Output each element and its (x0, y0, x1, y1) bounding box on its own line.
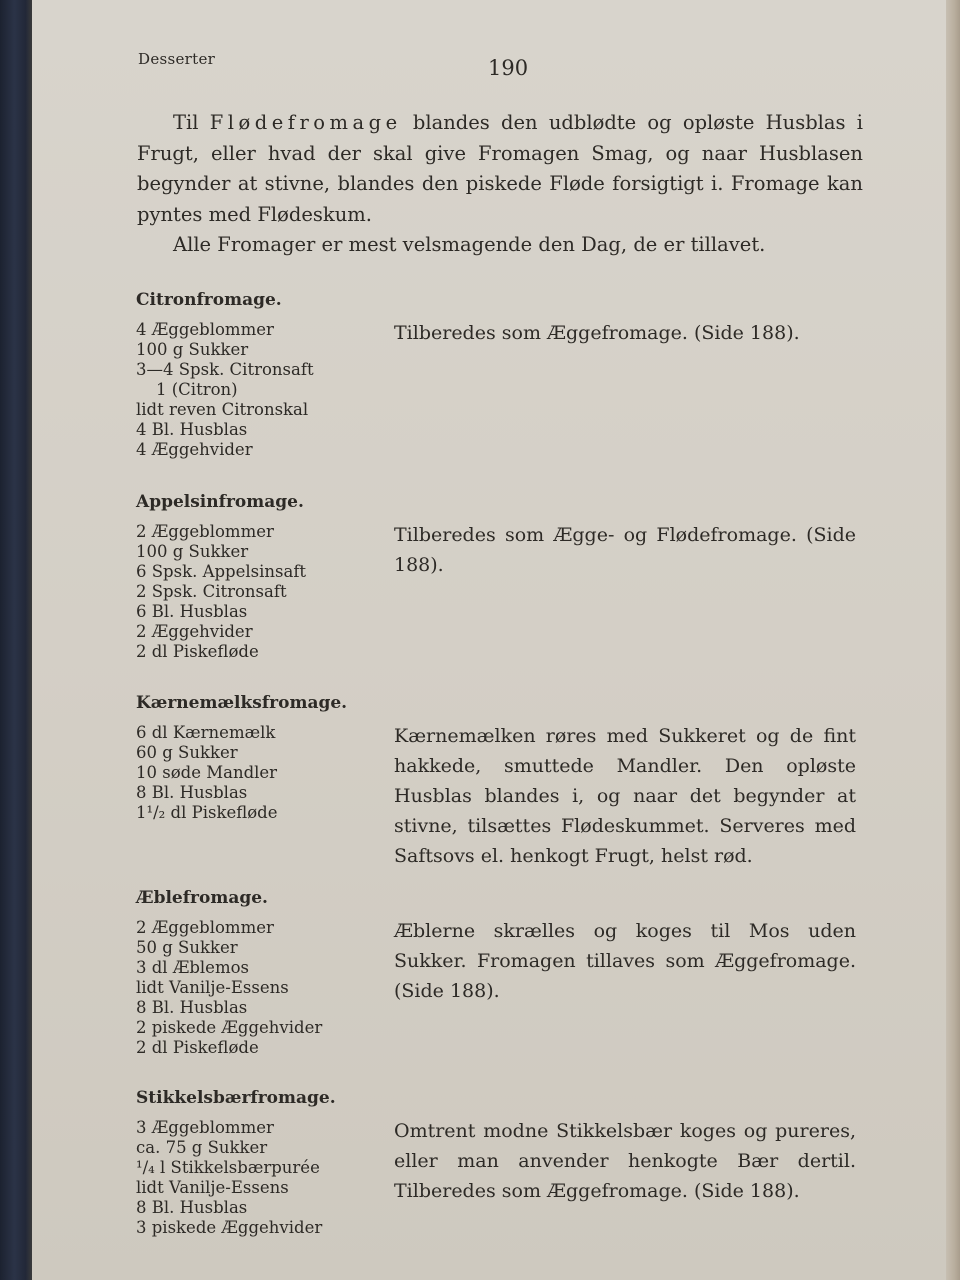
ingredient: 2 piskede Æggehvider (136, 1018, 323, 1037)
ingredient: ca. 75 g Sukker (136, 1138, 268, 1157)
ingredient: 8 Bl. Husblas (136, 1198, 248, 1217)
intro-lead: Til (173, 111, 199, 134)
ingredient: ¹/₄ l Stikkelsbærpurée (136, 1158, 320, 1177)
ingredient: 3 piskede Æggehvider (136, 1218, 323, 1237)
ingredient: 4 Bl. Husblas (136, 420, 248, 439)
ingredient: 50 g Sukker (136, 938, 238, 957)
ingredient-list (136, 918, 376, 1058)
ingredient: lidt reven Citronskal (136, 400, 309, 419)
recipe-title: Stikkelsbærfromage. (136, 1088, 336, 1108)
ingredient: 1 (Citron) (156, 380, 238, 399)
ingredient: 6 Spsk. Appelsinsaft (136, 562, 307, 581)
recipe-instructions: Tilberedes som Ægge- og Flødefromage. (Side 188). (394, 524, 856, 576)
ingredient: lidt Vanilje-Essens (136, 978, 289, 997)
ingredient: 100 g Sukker (136, 542, 249, 561)
recipe-citronfromage (136, 290, 866, 459)
ingredient: 3—4 Spsk. Citronsaft (136, 360, 314, 379)
ingredient: 6 Bl. Husblas (136, 602, 248, 621)
ingredient: lidt Vanilje-Essens (136, 1178, 289, 1197)
ingredient: 100 g Sukker (136, 340, 249, 359)
ingredient: 10 søde Mandler (136, 763, 278, 782)
recipe-instructions: Omtrent modne Stikkelsbær koges og pureres, eller man anvender henkogte Bær dertil. Tilberedes som Æggefromage. (Side 188). (394, 1120, 856, 1202)
ingredient: 3 dl Æblemos (136, 958, 249, 977)
ingredient: 8 Bl. Husblas (136, 998, 248, 1017)
ingredient: 4 Æggehvider (136, 440, 253, 459)
ingredient: 3 Æggeblommer (136, 1118, 274, 1137)
recipe-title: Æblefromage. (136, 888, 268, 908)
ingredient: 4 Æggeblommer (136, 320, 274, 339)
section-header: Desserter (138, 50, 216, 68)
recipe-aeblefromage (136, 888, 866, 1057)
page-number: 190 (488, 56, 529, 80)
ingredient: 8 Bl. Husblas (136, 783, 248, 802)
recipe-instructions: Kærnemælken røres med Sukkeret og de fint hakkede, smuttede Mandler. Den opløste Husblas blandes i, og naar det begynder at stivne, tilsættes Flødeskummet. Serveres med Saftsovs el. henkogt Frugt, helst rød. (394, 725, 856, 867)
page-edge (946, 0, 960, 1280)
ingredient: 2 Spsk. Citronsaft (136, 582, 287, 601)
ingredient: 2 Æggeblommer (136, 522, 274, 541)
intro-text (137, 108, 863, 261)
ingredient-list (136, 723, 376, 823)
ingredient: 2 dl Piskefløde (136, 1038, 259, 1057)
ingredient: 2 dl Piskefløde (136, 642, 259, 661)
recipe-title: Appelsinfromage. (136, 492, 304, 512)
ingredient-list (136, 522, 376, 662)
recipe-stikkelsbaerfromage (136, 1088, 866, 1237)
book-spine (0, 0, 32, 1280)
ingredient-list (136, 320, 376, 460)
intro-paragraph-2: Alle Fromager er mest velsmagende den Dag, de er tillavet. (173, 233, 766, 256)
intro-rest: blandes den udblødte og opløste Husblas i Frugt, eller hvad der skal give Fromagen Smag, og naar Husblasen begynder at stivne, blandes den piskede Fløde forsigtigt i. Fromage kan pyntes med Flødeskum. (137, 111, 863, 226)
ingredient-list (136, 1118, 376, 1238)
ingredient: 2 Æggeblommer (136, 918, 274, 937)
recipe-instructions: Æblerne skrælles og koges til Mos uden Sukker. Fromagen tillaves som Æggefromage. (Side 188). (394, 920, 856, 1002)
ingredient: 60 g Sukker (136, 743, 238, 762)
recipe-kaernemaelksfromage (136, 693, 866, 867)
intro-paragraph-1 (137, 108, 863, 230)
recipe-instructions: Tilberedes som Æggefromage. (Side 188). (394, 322, 800, 344)
ingredient: 1¹/₂ dl Piskefløde (136, 803, 278, 822)
recipe-title: Citronfromage. (136, 290, 282, 310)
recipe-appelsinfromage (136, 492, 866, 661)
recipe-title: Kærnemælksfromage. (136, 693, 348, 713)
ingredient: 6 dl Kærnemælk (136, 723, 276, 742)
ingredient: 2 Æggehvider (136, 622, 253, 641)
intro-spaced-term: Flødefromage (209, 111, 402, 134)
